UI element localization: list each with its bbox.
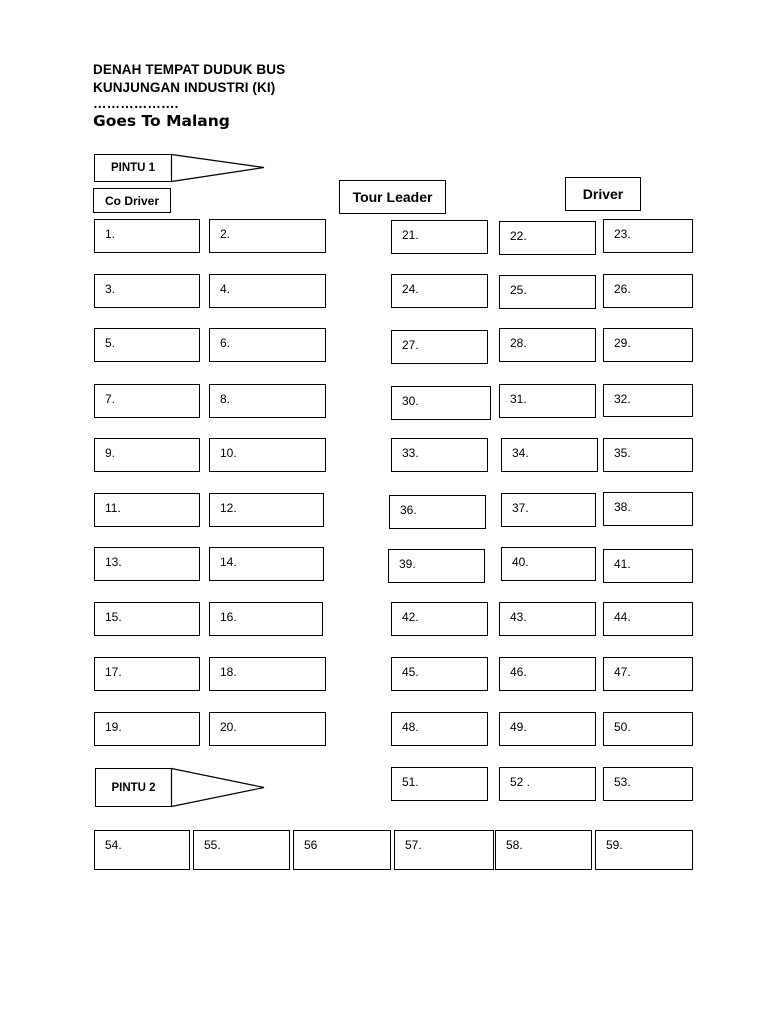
seat-48 (391, 712, 488, 746)
seat-number: 49. (510, 720, 527, 734)
seat-number: 1. (105, 227, 116, 241)
seat-number: 21. (402, 228, 419, 242)
seat-number: 57. (405, 838, 422, 852)
seat-number: 58. (506, 838, 523, 852)
seat-number: 38. (614, 500, 631, 514)
seat-37 (501, 493, 596, 527)
seat-number: 22. (510, 229, 527, 243)
seat-number: 29. (614, 336, 631, 350)
seat-31 (499, 384, 596, 418)
seat-51 (391, 767, 488, 801)
seat-number: 31. (510, 392, 527, 406)
seat-28 (499, 328, 596, 362)
seat-number: 14. (220, 555, 237, 569)
seat-6 (209, 328, 326, 362)
seat-50 (603, 712, 693, 746)
seat-10 (209, 438, 326, 472)
seat-number: 59. (606, 838, 623, 852)
seat-52 (499, 767, 596, 801)
seat-55 (193, 830, 290, 870)
seat-58 (495, 830, 592, 870)
seat-number: 45. (402, 665, 419, 679)
title-destination: Goes To Malang (93, 112, 230, 130)
seat-39 (388, 549, 485, 583)
seat-56 (293, 830, 391, 870)
seat-number: 16. (220, 610, 237, 624)
driver-label: Driver (565, 177, 641, 211)
seat-number: 18. (220, 665, 237, 679)
title-line-2: KUNJUNGAN INDUSTRI (KI) (93, 80, 276, 95)
seat-49 (499, 712, 596, 746)
seat-45 (391, 657, 488, 691)
seat-number: 35. (614, 446, 631, 460)
seat-5 (94, 328, 200, 362)
door-1-arrow-icon (171, 154, 265, 182)
seat-number: 12. (220, 501, 237, 515)
seat-number: 23. (614, 227, 631, 241)
seat-number: 37. (512, 501, 529, 515)
seat-2 (209, 219, 326, 253)
seat-14 (209, 547, 324, 581)
seat-4 (209, 274, 326, 308)
seat-33 (391, 438, 488, 472)
seat-1 (94, 219, 200, 253)
seat-number: 36. (400, 503, 417, 517)
seat-43 (499, 602, 596, 636)
seat-53 (603, 767, 693, 801)
seat-number: 34. (512, 446, 529, 460)
seat-number: 55. (204, 838, 221, 852)
seat-12 (209, 493, 324, 527)
seat-7 (94, 384, 200, 418)
seat-number: 13. (105, 555, 122, 569)
seat-9 (94, 438, 200, 472)
seat-46 (499, 657, 596, 691)
seat-number: 9. (105, 446, 116, 460)
seat-36 (389, 495, 486, 529)
seat-number: 11. (105, 501, 121, 515)
seat-number: 51. (402, 775, 419, 789)
seat-number: 41. (614, 557, 631, 571)
tour-leader-label: Tour Leader (339, 180, 446, 214)
seat-34 (501, 438, 598, 472)
title-line-1: DENAH TEMPAT DUDUK BUS (93, 62, 286, 77)
seat-number: 15. (105, 610, 122, 624)
seat-number: 50. (614, 720, 631, 734)
seat-16 (209, 602, 323, 636)
seat-number: 32. (614, 392, 631, 406)
seat-20 (209, 712, 326, 746)
seat-number: 17. (105, 665, 122, 679)
seat-number: 53. (614, 775, 631, 789)
seat-27 (391, 330, 488, 364)
seat-number: 46. (510, 665, 527, 679)
seat-32 (603, 384, 693, 417)
seat-number: 7. (105, 392, 116, 406)
seat-22 (499, 221, 596, 255)
seat-54 (94, 830, 190, 870)
seat-57 (394, 830, 494, 870)
seat-25 (499, 275, 596, 309)
seat-number: 25. (510, 283, 527, 297)
seat-29 (603, 328, 693, 362)
seat-number: 42. (402, 610, 419, 624)
seat-number: 47. (614, 665, 631, 679)
seat-19 (94, 712, 200, 746)
door-2-label: PINTU 2 (95, 768, 172, 807)
seat-number: 43. (510, 610, 527, 624)
seat-15 (94, 602, 200, 636)
seat-number: 24. (402, 282, 419, 296)
seat-number: 52 . (510, 775, 531, 789)
seat-24 (391, 274, 488, 308)
co-driver-label: Co Driver (93, 188, 171, 213)
seat-number: 40. (512, 555, 529, 569)
seat-number: 39. (399, 557, 416, 571)
seat-number: 3. (105, 282, 116, 296)
seat-number: 44. (614, 610, 631, 624)
title-line-3: ………………. (93, 96, 179, 111)
seat-number: 26. (614, 282, 631, 296)
seat-number: 10. (220, 446, 237, 460)
seat-number: 33. (402, 446, 419, 460)
seat-26 (603, 274, 693, 308)
door-2-arrow-icon (171, 768, 265, 807)
seat-number: 8. (220, 392, 231, 406)
seat-8 (209, 384, 326, 418)
seat-number: 2. (220, 227, 231, 241)
seat-number: 30. (402, 394, 419, 408)
seat-number: 4. (220, 282, 231, 296)
seat-59 (595, 830, 693, 870)
seat-number: 5. (105, 336, 116, 350)
seat-number: 48. (402, 720, 419, 734)
seat-number: 54. (105, 838, 122, 852)
seat-44 (603, 602, 693, 636)
seat-3 (94, 274, 200, 308)
seat-47 (603, 657, 693, 691)
seat-number: 6. (220, 336, 231, 350)
seat-18 (209, 657, 326, 691)
seat-40 (501, 547, 596, 581)
seat-21 (391, 220, 488, 254)
seat-30 (391, 386, 491, 420)
seat-number: 56 (304, 838, 318, 852)
seat-41 (603, 549, 693, 583)
seat-23 (603, 219, 693, 253)
seat-13 (94, 547, 200, 581)
seat-11 (94, 493, 200, 527)
seat-number: 27. (402, 338, 419, 352)
seat-number: 19. (105, 720, 122, 734)
seat-42 (391, 602, 488, 636)
door-1-label: PINTU 1 (94, 154, 172, 182)
seat-35 (603, 438, 693, 472)
seat-17 (94, 657, 200, 691)
seat-38 (603, 492, 693, 526)
seat-number: 20. (220, 720, 237, 734)
seat-number: 28. (510, 336, 527, 350)
